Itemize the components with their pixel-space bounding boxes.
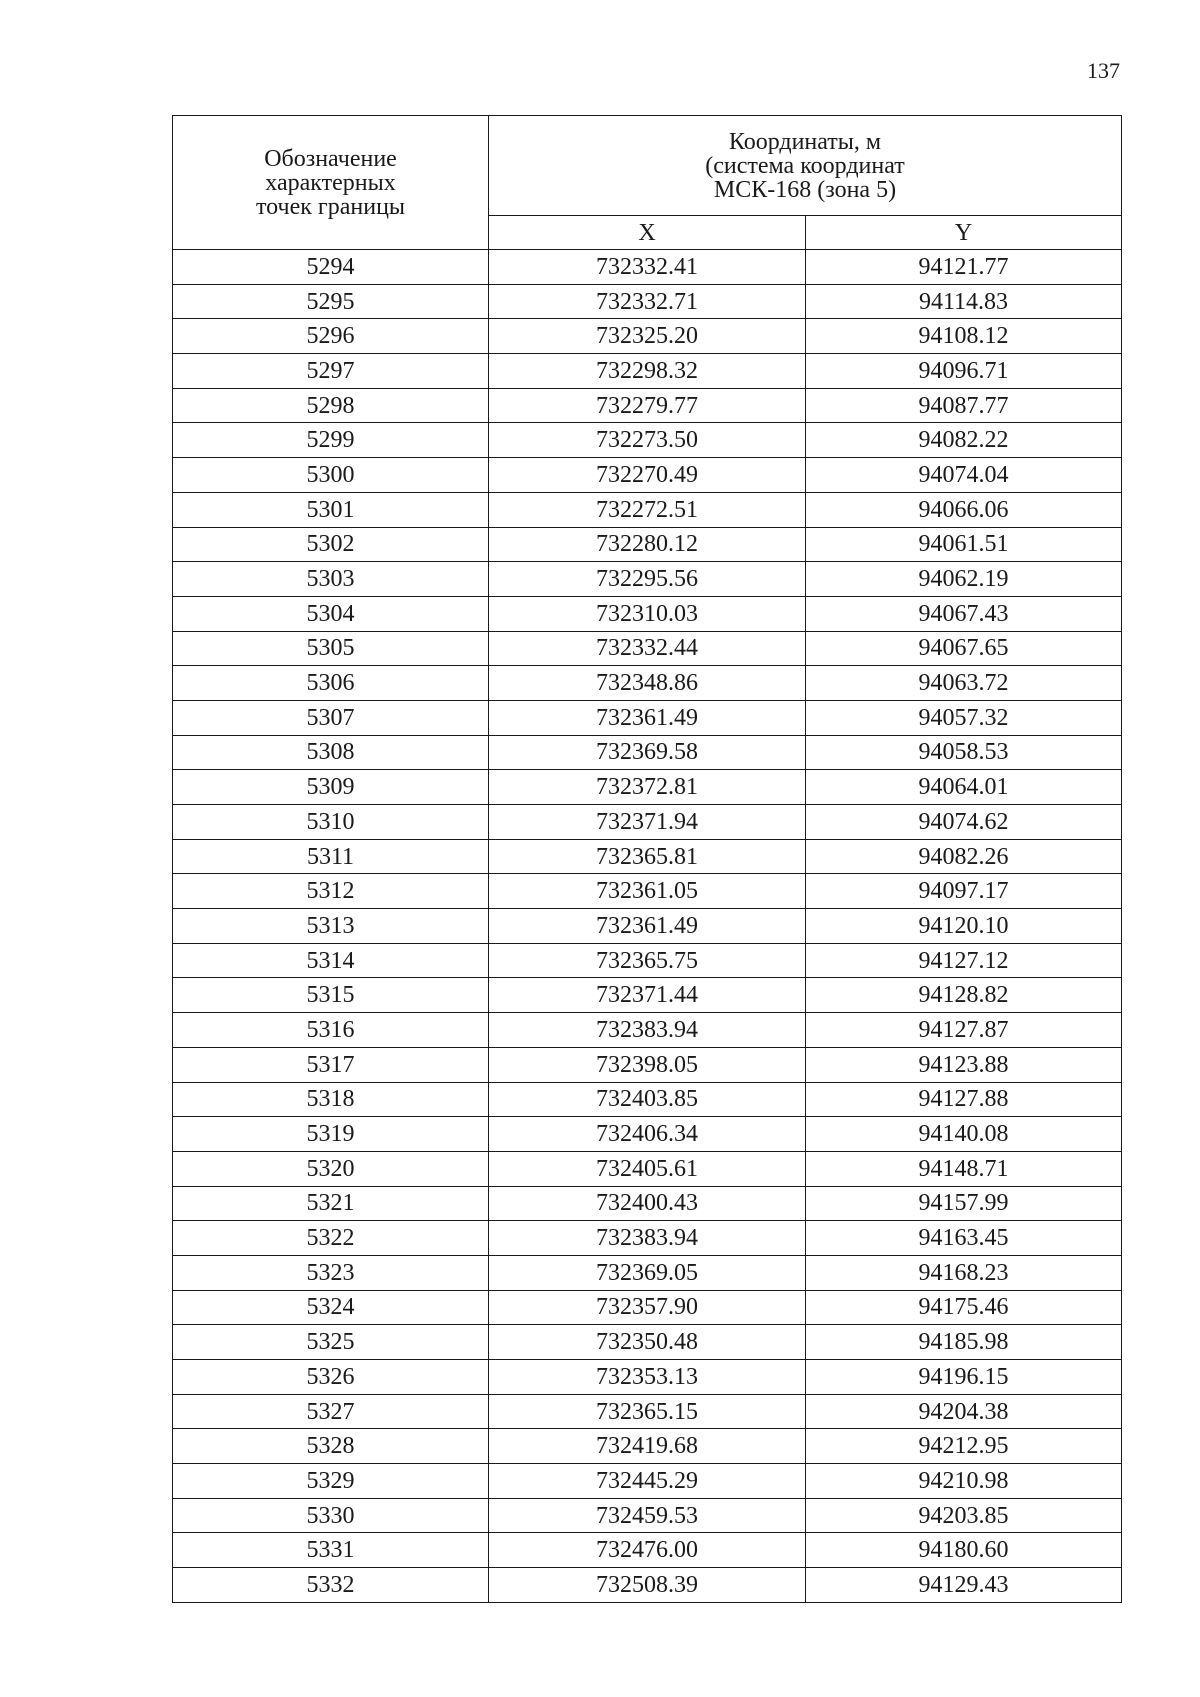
table-row — [173, 666, 1122, 701]
table-row — [173, 700, 1122, 735]
table-row — [173, 1186, 1122, 1221]
y-cell: 94127.87 — [806, 1013, 1122, 1048]
x-cell: 732310.03 — [489, 596, 806, 631]
y-cell: 94074.04 — [806, 458, 1122, 493]
y-cell: 94096.71 — [806, 354, 1122, 389]
point-cell: 5324 — [173, 1290, 489, 1325]
header-x: X — [489, 216, 806, 250]
table-row — [173, 1013, 1122, 1048]
table-row — [173, 943, 1122, 978]
y-cell: 94120.10 — [806, 909, 1122, 944]
x-cell: 732400.43 — [489, 1186, 806, 1221]
point-cell: 5322 — [173, 1221, 489, 1256]
point-cell: 5309 — [173, 770, 489, 805]
point-cell: 5327 — [173, 1394, 489, 1429]
table-row — [173, 1290, 1122, 1325]
x-cell: 732361.05 — [489, 874, 806, 909]
y-cell: 94123.88 — [806, 1047, 1122, 1082]
y-cell: 94185.98 — [806, 1325, 1122, 1360]
point-cell: 5294 — [173, 250, 489, 285]
point-cell: 5311 — [173, 839, 489, 874]
table-row — [173, 1082, 1122, 1117]
header-coords-line-1: Координаты, м — [728, 128, 882, 155]
point-cell: 5302 — [173, 527, 489, 562]
table-row — [173, 839, 1122, 874]
y-cell: 94108.12 — [806, 319, 1122, 354]
point-cell: 5305 — [173, 631, 489, 666]
point-cell: 5304 — [173, 596, 489, 631]
x-cell: 732459.53 — [489, 1498, 806, 1533]
point-cell: 5332 — [173, 1568, 489, 1603]
x-cell: 732353.13 — [489, 1360, 806, 1395]
table-row — [173, 562, 1122, 597]
y-cell: 94148.71 — [806, 1151, 1122, 1186]
x-cell: 732332.44 — [489, 631, 806, 666]
y-cell: 94063.72 — [806, 666, 1122, 701]
point-cell: 5315 — [173, 978, 489, 1013]
table-row — [173, 770, 1122, 805]
x-cell: 732398.05 — [489, 1047, 806, 1082]
x-cell: 732445.29 — [489, 1464, 806, 1499]
x-cell: 732508.39 — [489, 1568, 806, 1603]
x-cell: 732350.48 — [489, 1325, 806, 1360]
x-cell: 732361.49 — [489, 700, 806, 735]
table-row — [173, 1360, 1122, 1395]
point-cell: 5308 — [173, 735, 489, 770]
y-cell: 94204.38 — [806, 1394, 1122, 1429]
y-cell: 94067.43 — [806, 596, 1122, 631]
y-cell: 94175.46 — [806, 1290, 1122, 1325]
table-row — [173, 388, 1122, 423]
point-cell: 5317 — [173, 1047, 489, 1082]
table-row — [173, 1151, 1122, 1186]
table-row — [173, 1047, 1122, 1082]
y-cell: 94129.43 — [806, 1568, 1122, 1603]
x-cell: 732371.94 — [489, 805, 806, 840]
x-cell: 732383.94 — [489, 1013, 806, 1048]
point-cell: 5313 — [173, 909, 489, 944]
point-cell: 5306 — [173, 666, 489, 701]
point-cell: 5298 — [173, 388, 489, 423]
point-cell: 5303 — [173, 562, 489, 597]
y-cell: 94087.77 — [806, 388, 1122, 423]
y-cell: 94163.45 — [806, 1221, 1122, 1256]
table-row — [173, 492, 1122, 527]
table-row — [173, 735, 1122, 770]
y-cell: 94210.98 — [806, 1464, 1122, 1499]
table-row — [173, 284, 1122, 319]
x-cell: 732280.12 — [489, 527, 806, 562]
point-cell: 5297 — [173, 354, 489, 389]
table-row — [173, 319, 1122, 354]
point-cell: 5318 — [173, 1082, 489, 1117]
x-cell: 732405.61 — [489, 1151, 806, 1186]
y-cell: 94082.26 — [806, 839, 1122, 874]
table-row — [173, 1498, 1122, 1533]
y-cell: 94062.19 — [806, 562, 1122, 597]
table-row — [173, 874, 1122, 909]
header-point-line-1: Обозначение — [264, 145, 397, 172]
table-row — [173, 596, 1122, 631]
y-cell: 94066.06 — [806, 492, 1122, 527]
y-cell: 94074.62 — [806, 805, 1122, 840]
x-cell: 732419.68 — [489, 1429, 806, 1464]
x-cell: 732273.50 — [489, 423, 806, 458]
header-coordinates — [489, 116, 1122, 216]
point-cell: 5320 — [173, 1151, 489, 1186]
x-cell: 732365.75 — [489, 943, 806, 978]
page-number: 137 — [1087, 58, 1120, 83]
x-cell: 732348.86 — [489, 666, 806, 701]
header-coords-line-2: (система координат — [705, 152, 905, 179]
table-row — [173, 1325, 1122, 1360]
table-row — [173, 1429, 1122, 1464]
point-cell: 5299 — [173, 423, 489, 458]
x-cell: 732369.58 — [489, 735, 806, 770]
point-cell: 5319 — [173, 1117, 489, 1152]
y-cell: 94128.82 — [806, 978, 1122, 1013]
point-cell: 5296 — [173, 319, 489, 354]
point-cell: 5310 — [173, 805, 489, 840]
x-cell: 732383.94 — [489, 1221, 806, 1256]
x-cell: 732372.81 — [489, 770, 806, 805]
point-cell: 5323 — [173, 1255, 489, 1290]
point-cell: 5295 — [173, 284, 489, 319]
y-cell: 94180.60 — [806, 1533, 1122, 1568]
point-cell: 5316 — [173, 1013, 489, 1048]
table-row — [173, 978, 1122, 1013]
point-cell: 5307 — [173, 700, 489, 735]
y-cell: 94127.88 — [806, 1082, 1122, 1117]
table-row — [173, 1394, 1122, 1429]
point-cell: 5326 — [173, 1360, 489, 1395]
y-cell: 94114.83 — [806, 284, 1122, 319]
point-cell: 5301 — [173, 492, 489, 527]
x-cell: 732365.15 — [489, 1394, 806, 1429]
table-row — [173, 909, 1122, 944]
x-cell: 732279.77 — [489, 388, 806, 423]
x-cell: 732298.32 — [489, 354, 806, 389]
point-cell: 5314 — [173, 943, 489, 978]
x-cell: 732476.00 — [489, 1533, 806, 1568]
x-cell: 732371.44 — [489, 978, 806, 1013]
x-cell: 732332.71 — [489, 284, 806, 319]
y-cell: 94168.23 — [806, 1255, 1122, 1290]
header-point-designation — [173, 116, 489, 250]
y-cell: 94140.08 — [806, 1117, 1122, 1152]
y-cell: 94196.15 — [806, 1360, 1122, 1395]
point-cell: 5312 — [173, 874, 489, 909]
x-cell: 732403.85 — [489, 1082, 806, 1117]
point-cell: 5331 — [173, 1533, 489, 1568]
y-cell: 94157.99 — [806, 1186, 1122, 1221]
y-cell: 94061.51 — [806, 527, 1122, 562]
x-cell: 732357.90 — [489, 1290, 806, 1325]
header-coords-line-3: МСК-168 (зона 5) — [713, 176, 897, 203]
table-row — [173, 458, 1122, 493]
x-cell: 732295.56 — [489, 562, 806, 597]
point-cell: 5300 — [173, 458, 489, 493]
y-cell: 94067.65 — [806, 631, 1122, 666]
coordinates-table — [172, 115, 1122, 1603]
point-cell: 5329 — [173, 1464, 489, 1499]
table-row — [173, 1533, 1122, 1568]
header-point-line-3: точек границы — [255, 193, 406, 220]
x-cell: 732332.41 — [489, 250, 806, 285]
x-cell: 732272.51 — [489, 492, 806, 527]
table-row — [173, 250, 1122, 285]
header-point-line-2: характерных — [265, 169, 396, 196]
point-cell: 5328 — [173, 1429, 489, 1464]
x-cell: 732365.81 — [489, 839, 806, 874]
x-cell: 732270.49 — [489, 458, 806, 493]
point-cell: 5330 — [173, 1498, 489, 1533]
y-cell: 94097.17 — [806, 874, 1122, 909]
table-row — [173, 1221, 1122, 1256]
table-row — [173, 527, 1122, 562]
table-row — [173, 423, 1122, 458]
y-cell: 94082.22 — [806, 423, 1122, 458]
y-cell: 94203.85 — [806, 1498, 1122, 1533]
y-cell: 94127.12 — [806, 943, 1122, 978]
point-cell: 5321 — [173, 1186, 489, 1221]
x-cell: 732369.05 — [489, 1255, 806, 1290]
table-row — [173, 1464, 1122, 1499]
table-body — [173, 250, 1122, 1603]
x-cell: 732406.34 — [489, 1117, 806, 1152]
table-header — [173, 116, 1122, 250]
table-row — [173, 1117, 1122, 1152]
x-cell: 732361.49 — [489, 909, 806, 944]
table-row — [173, 631, 1122, 666]
table-row — [173, 1568, 1122, 1603]
y-cell: 94064.01 — [806, 770, 1122, 805]
table-row — [173, 805, 1122, 840]
y-cell: 94212.95 — [806, 1429, 1122, 1464]
table-row — [173, 354, 1122, 389]
point-cell: 5325 — [173, 1325, 489, 1360]
header-y: Y — [806, 216, 1122, 250]
y-cell: 94058.53 — [806, 735, 1122, 770]
y-cell: 94121.77 — [806, 250, 1122, 285]
x-cell: 732325.20 — [489, 319, 806, 354]
y-cell: 94057.32 — [806, 700, 1122, 735]
table-row — [173, 1255, 1122, 1290]
